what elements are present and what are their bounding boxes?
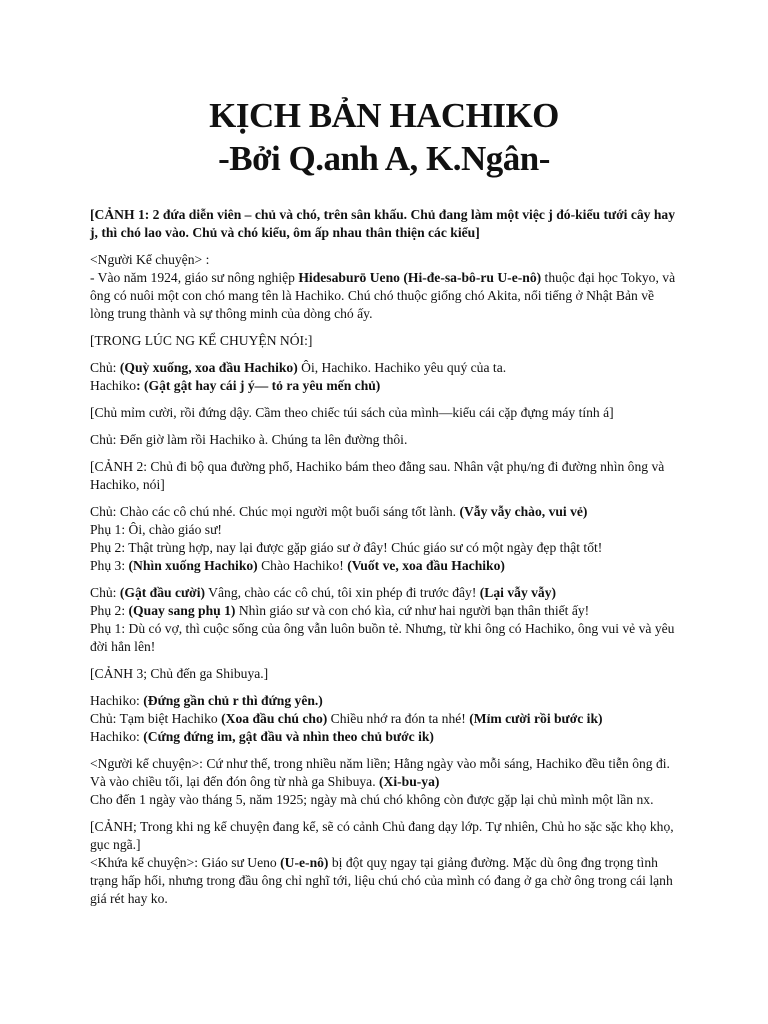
scene-2-direction: [CẢNH 2: Chủ đi bộ qua đường phố, Hachiko bám theo đằng sau. Nhân vật phụ/ng đi đường nhìn ông và Hachiko, nói]: [90, 459, 665, 492]
final-scene-block: [CẢNH; Trong khi ng kể chuyện đang kể, sẽ có cảnh Chủ đang dạy lớp. Tự nhiên, Chủ ho sặc sặc khọ khọ, gục ngã.] <Khứa kể chuyện>: Giáo sư Ueno (U-e-nô) bị đột quỵ ngay tại giảng đường. Mặc dù ông đng trọng tình trạng hấp hối, nhưng trong đầu ông chỉ nghĩ tới, liệu chú chó của mình có đang ở ga chờ ông trong cái lạnh giá rét hay ko.: [90, 819, 674, 906]
dialogue-line: Chủ: Đến giờ làm rồi Hachiko à. Chúng ta lên đường thôi.: [90, 432, 408, 447]
scene-1-direction: [CẢNH 1: 2 đứa diễn viên – chủ và chó, trên sân khấu. Chủ đang làm một việc j đó-kiểu tưới cây hay j, thì chó lao vào. Chủ và chó kiểu, ôm ấp nhau thân thiện các kiểu]: [90, 207, 676, 240]
narrator-label: <Người Kể chuyện> :: [90, 252, 210, 267]
dialogue-block-2: Chủ: Chào các cô chú nhé. Chúc mọi người một buổi sáng tốt lành. (Vẫy vẫy chào, vui vẻ) Phụ 1: Ôi, chào giáo sư! Phụ 2: Thật trùng hợp, nay lại được gặp giáo sư ở đây! Chúc giáo sư có một ngày đẹp thật tốt! Phụ 3: (Nhìn xuống Hachiko) Chào Hachiko! (Vuốt ve, xoa đầu Hachiko): [90, 504, 603, 573]
page-title: KỊCH BẢN HACHIKO: [209, 96, 559, 135]
dialogue-block-4: Hachiko: (Đứng gần chủ r thì đứng yên.) Chủ: Tạm biệt Hachiko (Xoa đầu chú cho) Chiều nhớ ra đón ta nhé! (Mỉm cười rồi bước ik) Hachiko: (Cứng đứng im, gật đầu và nhìn theo chủ bước ik): [90, 693, 603, 744]
professor-name: Hidesaburō Ueno (Hi-đe-sa-bô-ru U-e-nô): [298, 270, 542, 285]
dialogue-block-1: Chủ: (Quỳ xuống, xoa đầu Hachiko) Ôi, Hachiko. Hachiko yêu quý của ta. Hachiko: (Gật gật hay cái j ý— tỏ ra yêu mến chủ): [90, 360, 507, 393]
script-body: [90, 206, 680, 908]
narrator-intro: <Người Kể chuyện> : - Vào năm 1924, giáo sư nông nghiệp Hidesaburō Ueno (Hi-đe-sa-bô-ru U-e-nô) thuộc đại học Tokyo, và ông có nuôi một con chó mang tên là Hachiko. Chú chó thuộc giống chó Akita, nổi tiếng ở Nhật Bản về lòng trung thành và sự thông minh của dòng chó ấy.: [90, 252, 676, 321]
scene-3-direction: [CẢNH 3; Chủ đến ga Shibuya.]: [90, 666, 269, 681]
stage-direction: [Chủ mỉm cười, rồi đứng dậy. Cầm theo chiếc túi sách của mình—kiểu cái cặp đựng máy tính á]: [90, 405, 614, 420]
narration-block: <Người kể chuyện>: Cứ như thế, trong nhiều năm liền; Hằng ngày vào mỗi sáng, Hachiko đều tiễn ông đi. Và vào chiều tối, lại đến đón ông từ nhà ga Shibuya. (Xi-bu-ya) Cho đến 1 ngày vào tháng 5, năm 1925; ngày mà chú chó không còn được gặp lại chủ mình một lần nx.: [90, 756, 670, 807]
page-subtitle-authors: -Bởi Q.anh A, K.Ngân-: [218, 139, 550, 178]
dialogue-block-3: Chủ: (Gật đầu cười) Vâng, chào các cô chú, tôi xin phép đi trước đây! (Lại vẫy vẫy) Phụ 2: (Quay sang phụ 1) Nhìn giáo sư và con chó kìa, cứ như hai người bạn thân thiết ấy! Phụ 1: Dù có vợ, thì cuộc sống của ông vẫn luôn buồn tẻ. Nhưng, từ khi ông có Hachiko, ông vui vẻ và yêu đời hẳn lên!: [90, 585, 675, 654]
stage-note: [TRONG LÚC NG KỂ CHUYỆN NÓI:]: [90, 333, 313, 348]
